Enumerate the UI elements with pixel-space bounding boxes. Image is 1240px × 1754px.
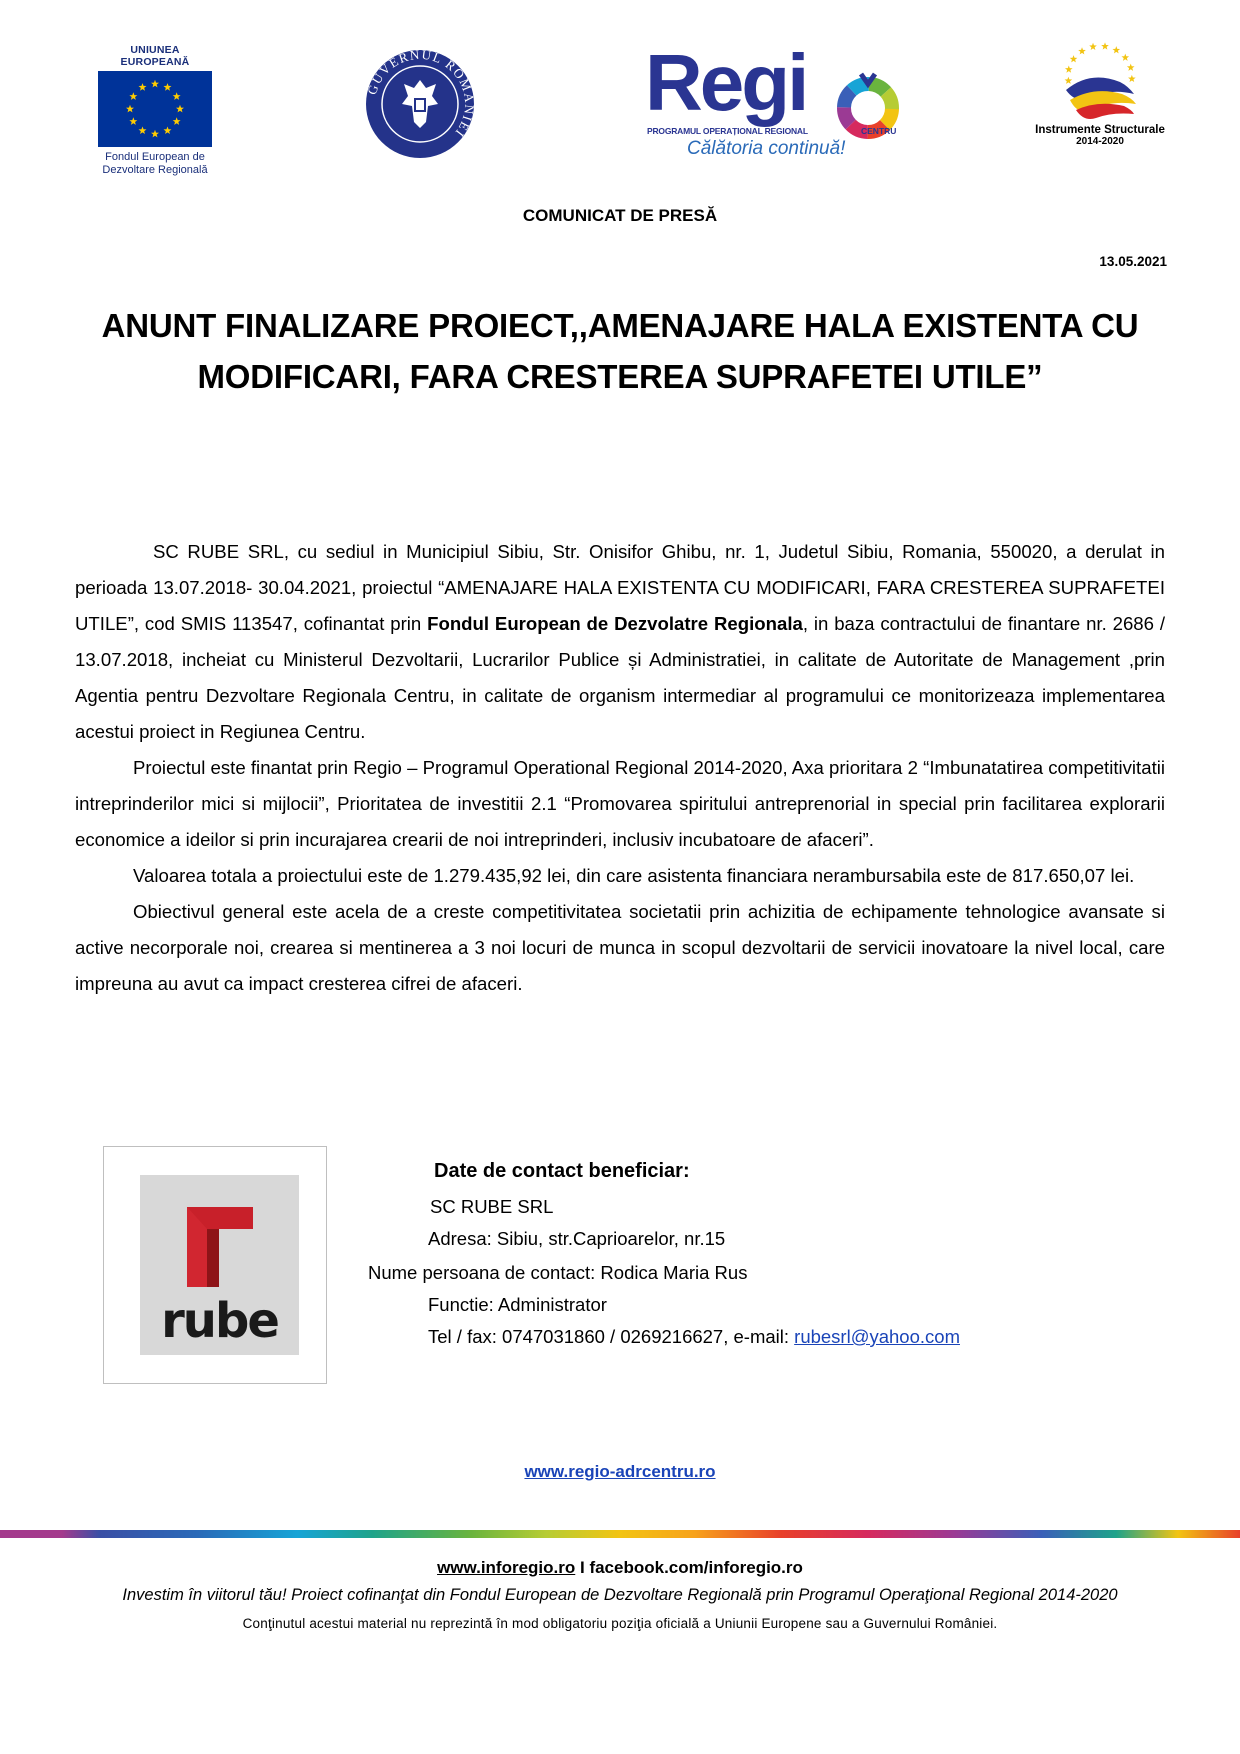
regio-tagline: Călătoria continuă! <box>687 138 846 159</box>
structural-instruments-logo <box>1030 30 1170 147</box>
contact-person: Nume persoana de contact: Rodica Maria Rus <box>368 1262 748 1283</box>
eu-logo <box>95 44 215 177</box>
press-release-body <box>75 534 1165 1002</box>
regio-site-link[interactable]: www.regio-adrcentru.ro <box>524 1462 716 1481</box>
structural-instruments-line1: Instrumente Structurale <box>1035 124 1165 136</box>
page-title <box>68 300 1172 402</box>
facebook-link[interactable]: facebook.com/inforegio.ro <box>589 1558 803 1577</box>
rube-mark-icon <box>185 1207 255 1287</box>
paragraph-4: Obiectivul general este acela de a creste competitivitatea societatii prin achizitia de echipamente tehnologice avansate si active necorporale noi, crearea si mentinerea a 3 noi locuri de munca in scopul dezvoltarii de servicii inovatoare la nivel local, care impreuna au avut ca impact cresterea cifrei de afaceri. <box>75 901 1165 994</box>
footer-disclaimer: Conţinutul acestui material nu reprezintă în mod obligatoriu poziţia oficială a Uniunii Europene sau a Guvernului României. <box>242 1616 998 1631</box>
eu-flag-icon <box>98 71 212 147</box>
rube-wordmark: rube <box>161 1293 278 1349</box>
regio-logo <box>645 38 920 159</box>
paragraph-1-end: , in baza contractului de finantare nr. 2686 / 13.07.2018, incheiat cu Ministerul Dezvoltarii, Lucrarilor Publice și Administratiei, in calitate de Autoritate de Management ,prin Agentia pentru Dezvoltare Regionala Centru, in calitate de organism intermediar al programului ce monitorizeaza implementarea acestui proiect in Regiunea Centru. <box>75 613 1165 742</box>
title-line-2: MODIFICARI, FARA CRESTEREA SUPRAFETEI UTILE” <box>197 358 1043 395</box>
rube-logo <box>103 1146 327 1384</box>
inforegio-link[interactable]: www.inforegio.ro <box>437 1558 576 1577</box>
paragraph-1 <box>75 534 1165 750</box>
instrument-star-icon <box>1112 46 1120 53</box>
contact-role: Functie: Administrator <box>428 1294 607 1315</box>
contact-title: Date de contact beneficiar: <box>434 1160 690 1182</box>
instrument-star-icon <box>1101 42 1109 49</box>
contact-phone: Tel / fax: 0747031860 / 0269216627, e-mail: <box>428 1326 795 1347</box>
rube-logo-background <box>140 1175 299 1355</box>
press-release-label: COMUNICAT DE PRESĂ <box>522 206 718 225</box>
paragraph-1-fund: Fondul European de Dezvolatre Regionala <box>427 613 803 634</box>
footer-links <box>0 1558 1240 1578</box>
government-of-romania-logo <box>364 48 476 160</box>
instrument-star-icon <box>1065 77 1073 84</box>
svg-text:GUVERNUL ROMÂNIEI: GUVERNUL ROMÂNIEI <box>364 48 476 141</box>
structural-instruments-line2: 2014-2020 <box>1076 136 1124 147</box>
instrument-star-icon <box>1128 75 1136 82</box>
instrument-star-icon <box>1065 65 1073 72</box>
regio-site-row <box>0 1462 1240 1482</box>
footer-link-separator: I <box>575 1558 590 1577</box>
release-date: 13.05.2021 <box>1099 254 1167 269</box>
contact-email-link[interactable]: rubesrl@yahoo.com <box>794 1326 960 1347</box>
rainbow-divider <box>0 1530 1240 1538</box>
government-seal-icon <box>364 48 476 160</box>
footer-cofinancing-note: Investim în viitorul tău! Proiect cofinanţat din Fondul European de Dezvoltare Regională prin Programul Operaţional Regional 2014-2020 <box>122 1586 1118 1604</box>
instrument-star-icon <box>1070 55 1078 62</box>
contact-company: SC RUBE SRL <box>430 1196 554 1217</box>
instrument-star-icon <box>1127 64 1135 71</box>
contact-phone-email <box>428 1326 960 1348</box>
structural-instruments-icon <box>1050 30 1150 122</box>
regio-program-text: PROGRAMUL OPERAȚIONAL REGIONAL <box>647 126 808 136</box>
eu-fund-line2: Dezvoltare Regională <box>102 164 208 176</box>
instrument-star-icon <box>1121 54 1129 61</box>
paragraph-1-start: SC RUBE SRL, cu sediul in Municipiul Sibiu, Str. Onisifor Ghibu, nr. 1, Judetul Sibiu, Romania, 550020, a derulat in perioada 13.07.2018- 30.04.2021, proiectul “AMENAJARE HALA EXISTENTA CU MODIFICARI, FARA CRESTEREA SUPRAFETEI UTILE”, cod SMIS 113547, cofinantat prin <box>75 541 1165 634</box>
contact-address: Adresa: Sibiu, str.Caprioarelor, nr.15 <box>428 1228 726 1249</box>
eu-fund-line1: Fondul European de <box>105 151 205 163</box>
instrument-star-icon <box>1078 47 1086 54</box>
eu-logo-label: UNIUNEA EUROPEANĂ <box>120 44 190 68</box>
paragraph-2: Proiectul este finantat prin Regio – Programul Operational Regional 2014-2020, Axa prioritara 2 “Imbunatatirea competitivitatii intreprinderilor mici si mijlocii”, Prioritatea de investitii 2.1 “Promovarea spiritului antreprenorial in special prin facilitarea explorarii economice a ideilor si prin incurajarea crearii de noi intreprinderi, inclusiv incubatoare de afaceri”. <box>75 757 1165 850</box>
title-line-1: ANUNT FINALIZARE PROIECT,,AMENAJARE HALA EXISTENTA CU <box>101 307 1139 344</box>
regio-centru-text: CENTRU <box>861 126 897 136</box>
paragraph-3: Valoarea totala a proiectului este de 1.279.435,92 lei, din care asistenta financiara nerambursabila este de 817.650,07 lei. <box>133 865 1135 886</box>
instrument-star-icon <box>1089 43 1097 50</box>
regio-wordmark: Regi <box>645 38 807 127</box>
